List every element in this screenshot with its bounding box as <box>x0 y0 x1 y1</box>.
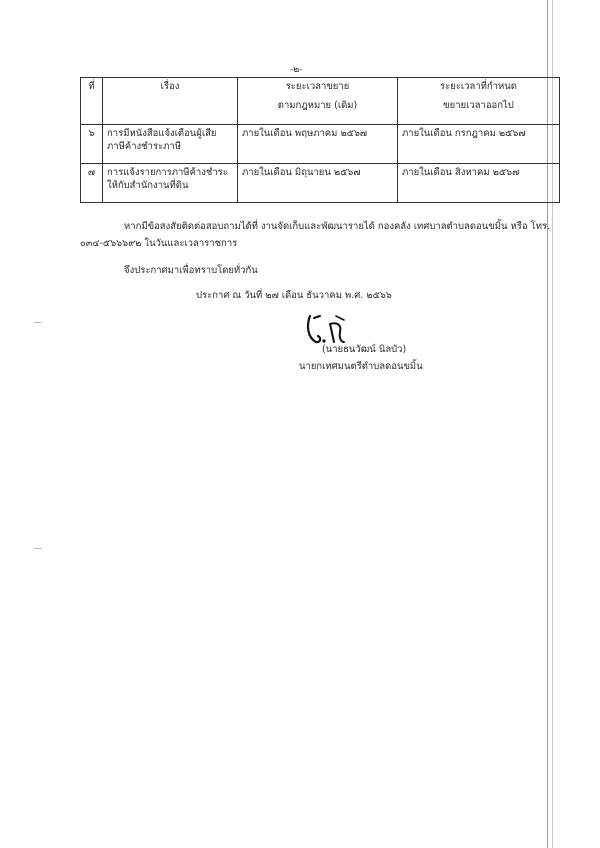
signer-title: นายกเทศมนตรีตำบลดอนขมิ้น <box>299 361 423 372</box>
row-original-period: ภายในเดือน มิถุนายน ๒๕๖๗ <box>238 164 398 203</box>
header-original-line2: ตามกฎหมาย (เดิม) <box>277 99 358 111</box>
header-original-period <box>238 78 398 125</box>
schedule-table <box>80 77 560 203</box>
scan-mark <box>34 322 42 323</box>
signer-name: (นายธนวัฒน์ นิลบัว) <box>322 344 407 355</box>
row-extended-period: ภายในเดือน กรกฎาคม ๒๕๖๗ <box>398 125 560 164</box>
header-no: ที่ <box>81 78 103 125</box>
announcement-line: จึงประกาศมาเพื่อทราบโดยทั่วกัน <box>124 265 258 276</box>
row-no: ๗ <box>81 164 103 203</box>
header-extended-line2: ขยายเวลาออกไป <box>443 99 514 111</box>
row-no: ๖ <box>81 125 103 164</box>
header-subject: เรื่อง <box>103 78 238 125</box>
row-original-period: ภายในเดือน พฤษภาคม ๒๕๖๗ <box>238 125 398 164</box>
table-header-row <box>81 78 560 125</box>
row-extended-period: ภายในเดือน สิงหาคม ๒๕๖๗ <box>398 164 560 203</box>
table-row <box>81 125 560 164</box>
row-subject: การแจ้งรายการภาษีค้างชำระให้กับสำนักงานที่ดิน <box>103 164 238 203</box>
header-original-line1: ระยะเวลาขยาย <box>285 81 350 92</box>
contact-paragraph: หากมีข้อสงสัยติดต่อสอบถามได้ที่ งานจัดเก็บและพัฒนารายได้ กองคลัง เทศบาลตำบลดอนขมิ้น หรือ โทร. ๐๓๔-๕๖๖๖๙๒ ในวันและเวลาราชการ <box>80 221 551 249</box>
row-subject: การมีหนังสือแจ้งเตือนผู้เสียภาษีค้างชำระภาษี <box>103 125 238 164</box>
header-extended-line1: ระยะเวลาที่กำหนด <box>440 81 517 92</box>
page-number: -๒- <box>290 65 303 75</box>
table-row <box>81 164 560 203</box>
date-line: ประกาศ ณ วันที่ ๒๗ เดือน ธันวาคม พ.ศ. ๒๕๖๖ <box>196 290 392 301</box>
scan-mark <box>34 548 42 549</box>
header-extended-period <box>398 78 560 125</box>
